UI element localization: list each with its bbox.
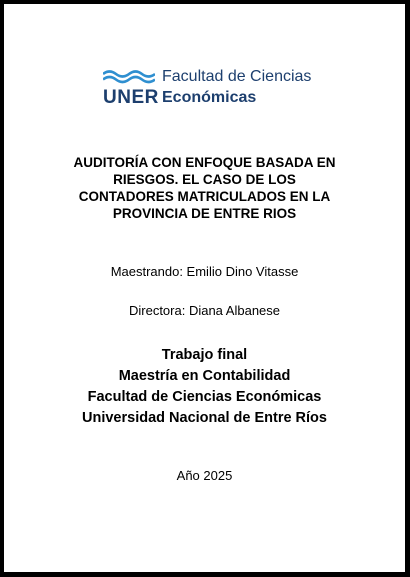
work-type: Trabajo final <box>161 347 248 363</box>
logo-faculty-line2: Económicas <box>162 89 257 106</box>
title-line: RIESGOS. EL CASO DE LOS <box>113 172 296 187</box>
cover-page <box>4 4 405 572</box>
work-university: Universidad Nacional de Entre Ríos <box>82 410 327 426</box>
thesis-title <box>24 154 385 222</box>
work-details <box>4 345 405 429</box>
logo-acronym: UNER <box>103 87 159 108</box>
author-line: Maestrando: Emilio Dino Vitasse <box>110 264 299 279</box>
faculty-logo <box>103 66 323 112</box>
title-line: AUDITORÍA CON ENFOQUE BASADA EN <box>73 155 336 170</box>
title-line: CONTADORES MATRICULADOS EN LA <box>78 189 331 204</box>
logo-faculty-line1: Facultad de Ciencias <box>162 68 312 85</box>
year-line: Año 2025 <box>176 468 233 483</box>
work-faculty: Facultad de Ciencias Económicas <box>87 389 322 405</box>
title-line: PROVINCIA DE ENTRE RIOS <box>112 206 297 221</box>
director-line: Directora: Diana Albanese <box>128 303 281 318</box>
work-program: Maestría en Contabilidad <box>118 368 291 384</box>
waves-icon <box>103 68 155 86</box>
